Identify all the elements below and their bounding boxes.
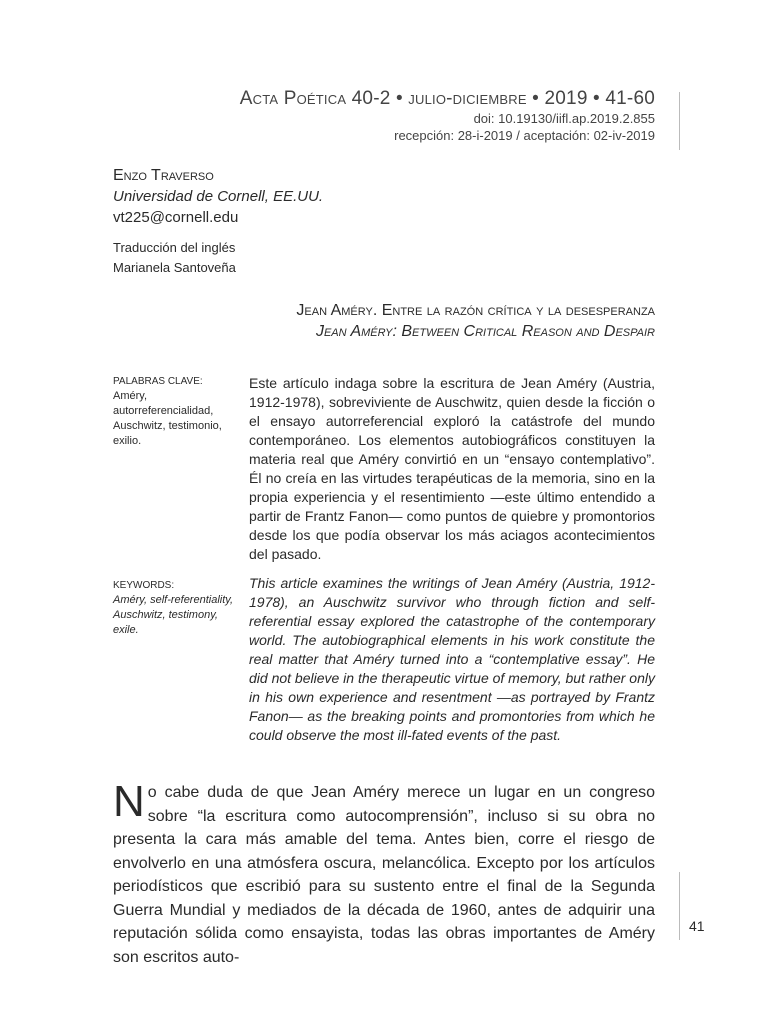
drop-cap: N bbox=[113, 777, 145, 826]
keywords-list: Améry, autorreferencialidad, Auschwitz, testimonio, exilio. bbox=[113, 390, 222, 447]
keywords-english bbox=[113, 578, 241, 638]
header-rule bbox=[679, 92, 680, 150]
body-text: o cabe duda de que Jean Améry merece un lugar en un congreso sobre “la escritura como autocomprensión”, incluso si su obra no presenta la cara más amable del tema. Antes bien, corre el riesgo de envolverlo en una atmósfera oscura, melancólica. Excepto por los artículos periodísticos que escribió para su sustento entre el final de la Segunda Guerra Mundial y mediados de la década de 1960, antes de adquirir una reputación sólida como ensayista, todas las obras importantes de Améry son escritos auto- bbox=[113, 784, 655, 966]
journal-title: Acta Poética 40-2 • julio-diciembre • 2019 • 41-60 bbox=[239, 88, 655, 109]
translation-credit bbox=[113, 238, 236, 278]
journal-header bbox=[240, 88, 655, 144]
abstract-english: This article examines the writings of Jean Améry (Austria, 1912-1978), an Auschwitz survivor who through fiction and self-referential essay explored the catastrophe of the contemporary world. The autobiographical elements in his work constitute the real matter that Améry turned into a “contemplative essay”. He did not believe in the therapeutic virtue of memory, but rather only in his own experience and resentment —as portrayed by Frantz Fanon— as the breaking points and promontories from which he could observe the most ill-fated events of the past. bbox=[249, 575, 655, 743]
translation-line1: Traducción del inglés bbox=[113, 240, 236, 255]
author-name: Enzo Traverso bbox=[113, 167, 214, 184]
keywords-label: KEYWORDS: bbox=[113, 580, 175, 591]
page-number: 41 bbox=[689, 918, 705, 934]
abstract-spanish: Este artículo indaga sobre la escritura de Jean Améry (Austria, 1912-1978), sobreviviente de Auschwitz, quien desde la ficción o el ensayo autorreferencial exploró la catástrofe del mundo contemporáneo. Los elementos autobiográficos constituyen la materia real que Améry convirtió en un “ensayo contemplativo”. Él no creía en las virtudes terapéuticas de la memoria, sino en la propia experiencia y el resentimiento —este último entendido a partir de Frantz Fanon— como puntos de quiebre y promontorios desde los que podía observar los más aciagos acontecimientos del pasado. bbox=[249, 375, 655, 562]
author-email[interactable]: vt225@cornell.edu bbox=[113, 209, 239, 226]
author-institution: Universidad de Cornell, EE.UU. bbox=[113, 188, 324, 205]
body-paragraph bbox=[113, 777, 655, 969]
doi: doi: 10.19130/iifl.ap.2019.2.855 bbox=[473, 111, 655, 126]
page-rule bbox=[679, 872, 680, 940]
reception-dates: recepción: 28-i-2019 / aceptación: 02-iv-2019 bbox=[394, 128, 655, 143]
article-titles bbox=[296, 300, 655, 342]
keywords-label: PALABRAS CLAVE: bbox=[113, 376, 203, 387]
keywords-list: Améry, self-referentiality, Auschwitz, testimony, exile. bbox=[113, 594, 234, 636]
author-block bbox=[113, 165, 323, 228]
keywords-spanish bbox=[113, 374, 241, 449]
translator-name: Marianela Santoveña bbox=[113, 260, 236, 275]
title-spanish: Jean Améry. Entre la razón crítica y la desesperanza bbox=[296, 302, 655, 319]
title-english: Jean Améry: Between Critical Reason and Despair bbox=[315, 323, 655, 340]
